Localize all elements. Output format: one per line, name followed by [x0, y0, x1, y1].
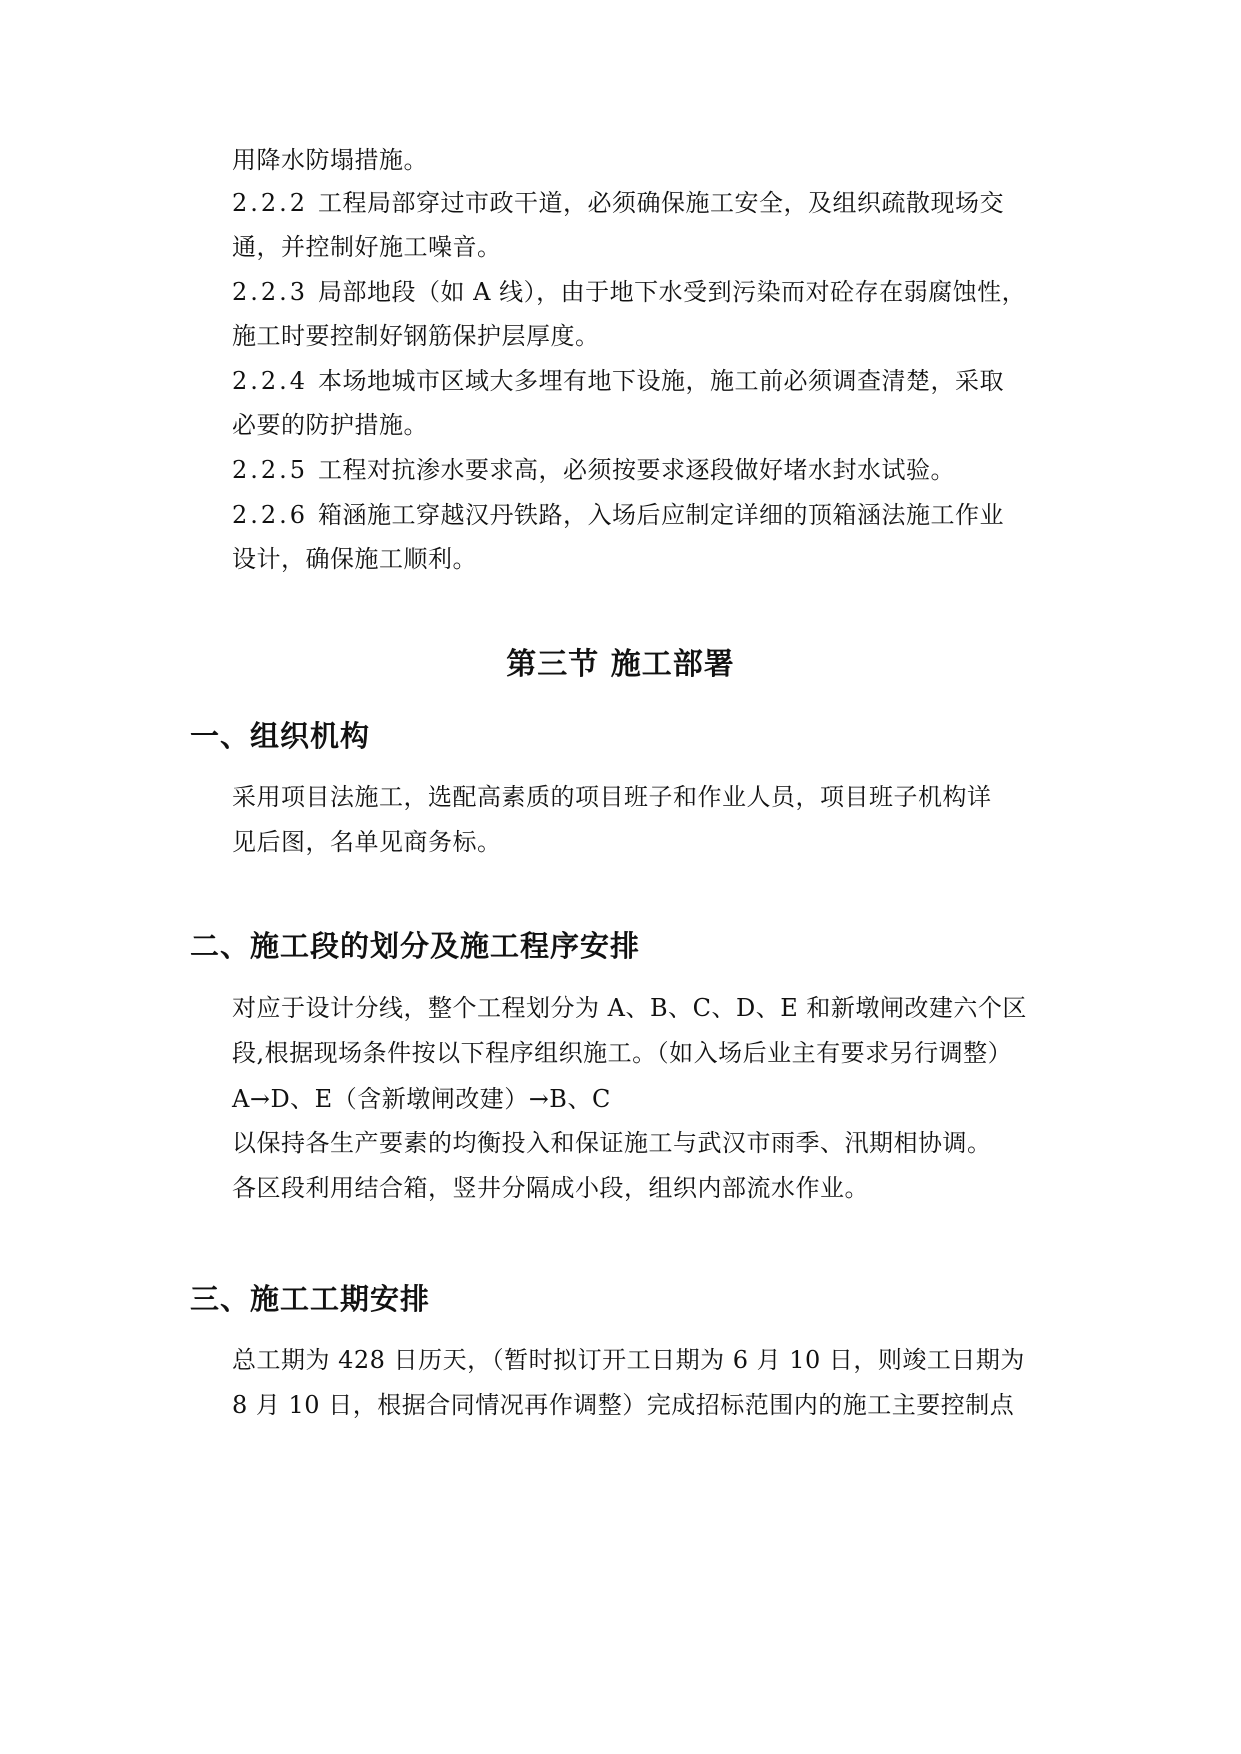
continuation-line: 用降水防塌措施。: [232, 146, 428, 174]
division-line2: 段,根据现场条件按以下程序组织施工。（如入场后业主有要求另行调整）: [232, 1039, 1013, 1067]
schedule-line1: 总工期为 428 日历天，（暂时拟订开工日期为 6 月 10 日，则竣工日期为: [232, 1346, 1025, 1374]
item-number: 2.2.5: [232, 456, 309, 484]
item-number: 2.2.2: [232, 189, 309, 217]
item-text: 局部地段（如 A 线），由于地下水受到污染而对砼存在弱腐蚀性，: [318, 278, 1027, 306]
item-number: 2.2.6: [232, 501, 309, 529]
division-line4: 以保持各生产要素的均衡投入和保证施工与武汉市雨季、汛期相协调。: [232, 1129, 992, 1157]
item-text: 箱涵施工穿越汉丹铁路，入场后应制定详细的顶箱涵法施工作业: [318, 501, 1004, 529]
organization-line2: 见后图，名单见商务标。: [232, 828, 502, 856]
section-title: 第三节 施工部署: [506, 647, 735, 682]
item-2-2-5-line1: [232, 453, 1032, 487]
heading-schedule: 三、施工工期安排: [190, 1282, 431, 1316]
heading-division: 二、施工段的划分及施工程序安排: [190, 929, 641, 963]
item-2-2-2-line1: [232, 186, 1032, 220]
division-line5: 各区段利用结合箱，竖井分隔成小段，组织内部流水作业。: [232, 1174, 869, 1202]
item-2-2-3-line2: 施工时要控制好钢筋保护层厚度。: [232, 322, 600, 350]
schedule-line2: 8 月 10 日，根据合同情况再作调整）完成招标范围内的施工主要控制点: [232, 1391, 1015, 1419]
item-text: 工程局部穿过市政干道，必须确保施工安全，及组织疏散现场交: [318, 189, 1004, 217]
item-text: 本场地城市区域大多埋有地下设施，施工前必须调查清楚，采取: [318, 367, 1004, 395]
division-sequence: A→D、E（含新墩闸改建）→B、C: [232, 1085, 611, 1113]
item-2-2-2-line2: 通，并控制好施工噪音。: [232, 233, 502, 261]
item-text: 工程对抗渗水要求高，必须按要求逐段做好堵水封水试验。: [318, 456, 955, 484]
heading-organization: 一、组织机构: [190, 719, 371, 753]
item-number: 2.2.3: [232, 278, 309, 306]
item-number: 2.2.4: [232, 367, 309, 395]
item-2-2-3-line1: [232, 275, 1032, 309]
item-2-2-6-line1: [232, 498, 1032, 532]
division-line1: 对应于设计分线，整个工程划分为 A、B、C、D、E 和新墩闸改建六个区: [232, 994, 1027, 1022]
item-2-2-4-line1: [232, 364, 1032, 398]
organization-line1: 采用项目法施工，选配高素质的项目班子和作业人员，项目班子机构详: [232, 783, 992, 811]
item-2-2-4-line2: 必要的防护措施。: [232, 411, 428, 439]
item-2-2-6-line2: 设计，确保施工顺利。: [232, 545, 477, 573]
